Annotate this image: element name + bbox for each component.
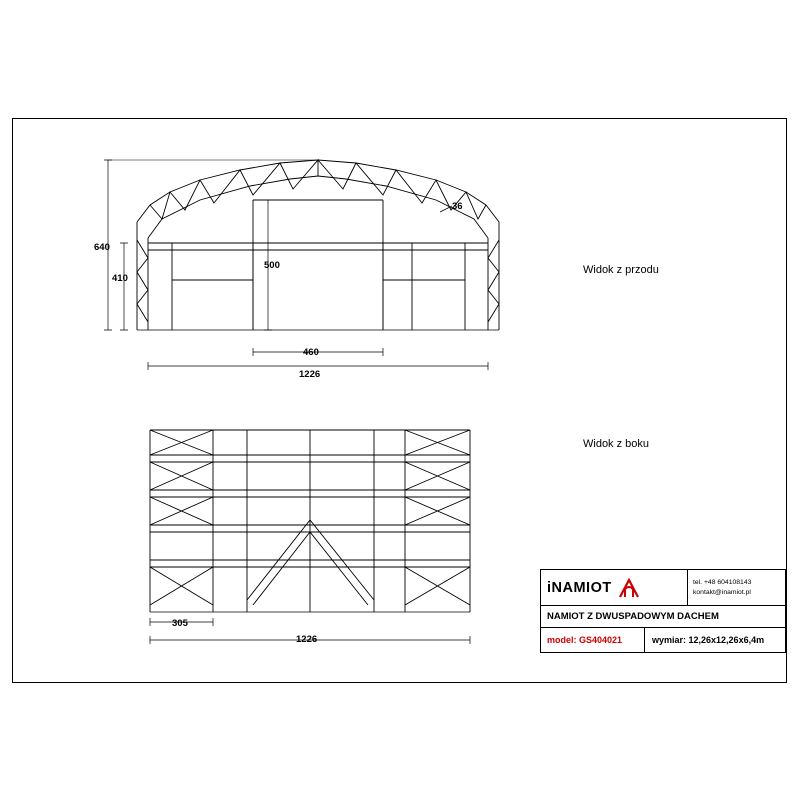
title-block-header: [541, 570, 785, 606]
product-size: wymiar: 12,26x12,26x6,4m: [652, 635, 765, 645]
dim-total-width: 1226: [299, 369, 321, 380]
title-block: [540, 569, 786, 653]
view-label-side: Widok z boku: [583, 438, 650, 450]
dim-door-width: 460: [303, 347, 319, 358]
contact-phone: tel. +48 604108143: [693, 578, 752, 586]
tent-house-icon: [617, 578, 641, 598]
dim-ridge-height: 640: [94, 242, 110, 253]
contact-info: [687, 570, 785, 605]
dim-bay-width: 305: [172, 618, 188, 629]
brand-name: iNAMIOT: [547, 579, 612, 596]
model-number: model: GS404021: [541, 628, 645, 652]
brand-logo: [541, 578, 687, 598]
dim-eave-height: 410: [112, 273, 128, 284]
title-block-footer: [541, 628, 785, 652]
dim-total-length: 1226: [296, 634, 318, 645]
dim-door-height: 500: [264, 260, 280, 271]
product-name: NAMIOT Z DWUSPADOWYM DACHEM: [541, 606, 785, 628]
view-label-front: Widok z przodu: [583, 264, 659, 276]
dim-roof-angle: 36: [452, 201, 463, 212]
contact-email: kontakt@inamiot.pl: [693, 588, 751, 596]
